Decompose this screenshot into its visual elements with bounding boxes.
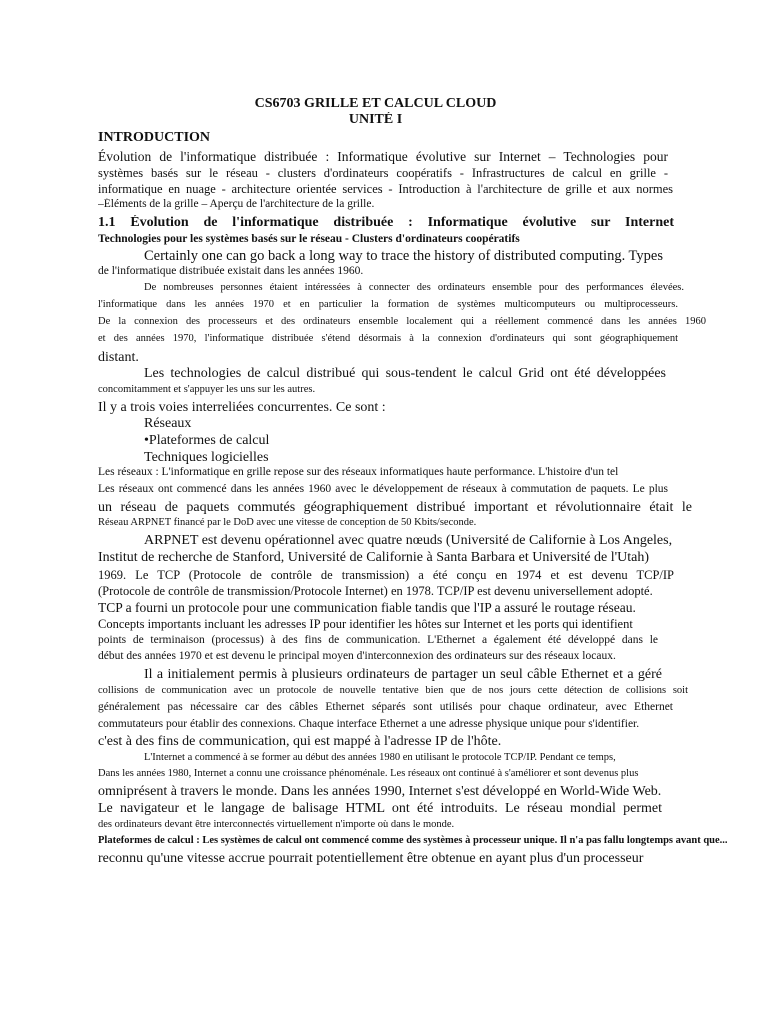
paragraph-line: Réseau ARPNET financé par le DoD avec une vitesse de conception de 50 Kbits/seconde. <box>98 517 477 528</box>
paragraph-line: Plateformes de calcul : Les systèmes de calcul ont commencé comme des systèmes à processeur unique. Il n'a pas fallu longtemps avant que... <box>98 835 728 846</box>
intro-line: –Éléments de la grille – Aperçu de l'architecture de la grille. <box>98 198 375 210</box>
intro-heading: INTRODUCTION <box>98 130 211 145</box>
paragraph-line: l'informatique dans les années 1970 et en particulier la formation de systèmes multicomputeurs ou multiprocesseurs. <box>98 299 678 310</box>
paragraph-line: Concepts importants incluant les adresses IP pour identifier les hôtes sur Internet et les ports qui identifient <box>98 617 633 631</box>
paragraph-line: début des années 1970 et est devenu le principal moyen d'interconnexion des ordinateurs sur des réseaux locaux. <box>98 650 616 662</box>
intro-line: informatique en nuage - architecture orientée services - Introduction à l'architecture de grille et aux normes <box>98 182 673 196</box>
paragraph-line: Dans les années 1980, Internet a connu une croissance phénoménale. Les réseaux ont continué à s'améliorer et sont devenus plus <box>98 768 639 779</box>
document-title: CS6703 GRILLE ET CALCUL CLOUD <box>254 96 497 111</box>
paragraph-line: L'Internet a commencé à se former au début des années 1980 en utilisant le protocole TCP/IP. Pendant ce temps, <box>144 752 616 763</box>
paragraph-line: Les réseaux : L'informatique en grille repose sur des réseaux informatiques haute performance. L'histoire d'un tel <box>98 466 619 478</box>
paragraph-line: ARPNET est devenu opérationnel avec quatre nœuds (Université de Californie à Los Angeles, <box>144 533 673 548</box>
paragraph-line: Il y a trois voies interreliées concurrentes. Ce sont : <box>98 400 386 415</box>
paragraph-line: et des années 1970, l'informatique distribuée s'étend désormais à la connexion d'ordinateurs qui sont géographiquement <box>98 333 678 344</box>
paragraph-line: Les réseaux ont commencé dans les années 1960 avec le développement de réseaux à commutation de paquets. Le plus <box>98 483 668 495</box>
intro-line: Évolution de l'informatique distribuée : Informatique évolutive sur Internet – Technologies pour <box>98 149 668 164</box>
paragraph-line: Le navigateur et le langage de balisage HTML ont été introduits. Le réseau mondial permet <box>98 801 662 816</box>
paragraph-line: 1969. Le TCP (Protocole de contrôle de transmission) a été conçu en 1974 et est devenu TCP/IP <box>98 568 674 582</box>
paragraph-line: points de terminaison (processus) à des fins de communication. L'Ethernet a également été développé dans le <box>98 634 658 646</box>
paragraph-line: (Protocole de contrôle de transmission/Protocole Internet) en 1978. TCP/IP est devenu universellement adopté. <box>98 584 653 598</box>
paragraph-line: De la connexion des processeurs et des ordinateurs ensemble localement qui a réellement commencé dans les années 1960 <box>98 316 706 327</box>
list-item: Techniques logicielles <box>144 450 269 465</box>
paragraph-line: omniprésent à travers le monde. Dans les années 1990, Internet s'est développé en World-Wide Web. <box>98 784 662 799</box>
paragraph-line: concomitamment et s'appuyer les uns sur les autres. <box>98 384 316 395</box>
list-item: •Plateformes de calcul <box>144 433 270 448</box>
paragraph-line: Institut de recherche de Stanford, Université de Californie à Santa Barbara et Université de l'Utah) <box>98 550 650 565</box>
paragraph-line: des ordinateurs devant être interconnectés virtuellement n'importe où dans le monde. <box>98 819 455 830</box>
paragraph-line: collisions de communication avec un protocole de nouvelle tentative bien que de nos jours cette détection de collisions soit <box>98 685 688 696</box>
paragraph-line: Certainly one can go back a long way to trace the history of distributed computing. Types <box>144 248 663 264</box>
paragraph-line: Les technologies de calcul distribué qui sous-tendent le calcul Grid ont été développées <box>144 366 666 381</box>
paragraph-line: De nombreuses personnes étaient intéressées à connecter des ordinateurs ensemble pour des performances élevées. <box>144 282 684 293</box>
paragraph-line: distant. <box>98 350 139 365</box>
unit-title: UNITÉ I <box>348 112 403 127</box>
list-item: Réseaux <box>144 416 192 431</box>
paragraph-line: TCP a fourni un protocole pour une communication fiable tandis que l'IP a assuré le routage réseau. <box>98 600 636 615</box>
paragraph-line: généralement pas nécessaire car des câbles Ethernet séparés sont utilisés pour chaque ordinateur, avec Ethernet <box>98 701 673 713</box>
intro-line: systèmes basés sur le réseau - clusters d'ordinateurs coopératifs - Infrastructures de calcul en grille - <box>98 166 668 180</box>
paragraph-line: reconnu qu'une vitesse accrue pourrait potentiellement être obtenue en ayant plus d'un processeur <box>98 851 644 866</box>
paragraph-line: Il a initialement permis à plusieurs ordinateurs de partager un seul câble Ethernet et a géré <box>144 667 662 682</box>
section-subheading: Technologies pour les systèmes basés sur le réseau - Clusters d'ordinateurs coopératifs <box>98 233 520 245</box>
paragraph-line: c'est à des fins de communication, qui est mappé à l'adresse IP de l'hôte. <box>98 734 502 749</box>
paragraph-line: commutateurs pour établir des connexions. Chaque interface Ethernet a une adresse physique unique pour s'identifier. <box>98 718 640 730</box>
section-heading: 1.1 Évolution de l'informatique distribuée : Informatique évolutive sur Internet <box>98 215 674 230</box>
paragraph-line: de l'informatique distribuée existait dans les années 1960. <box>98 265 364 277</box>
paragraph-line: un réseau de paquets commutés géographiquement distribué important et révolutionnaire était le <box>98 500 692 515</box>
